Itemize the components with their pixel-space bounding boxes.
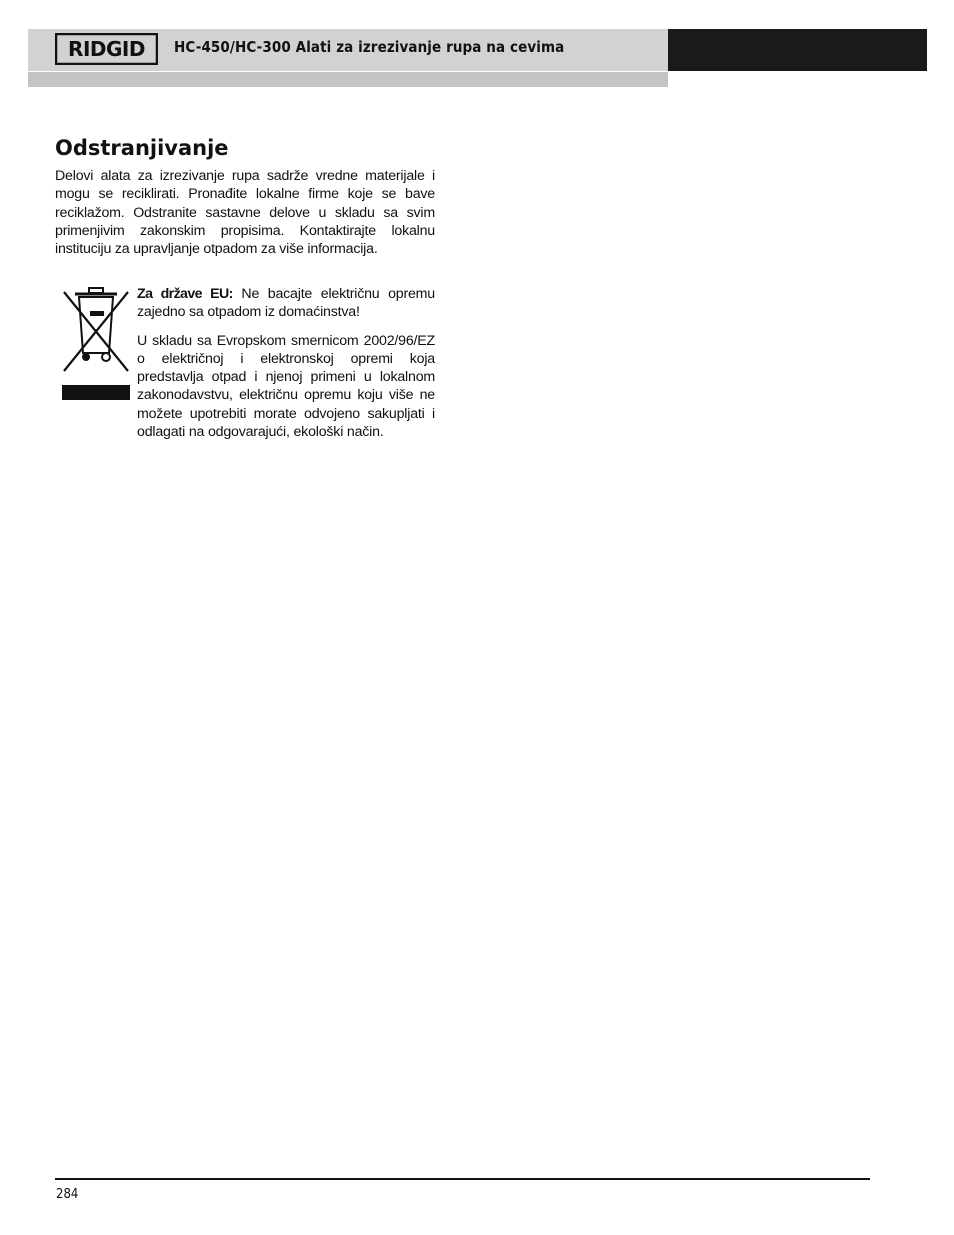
eu-notice-text: Ne bacajte električnu opremu zajedno sa otpadom iz domaćinstva! — [137, 286, 435, 321]
logo-text: RIDGID — [68, 37, 145, 61]
footer-rule — [55, 1178, 870, 1180]
eu-notice — [137, 285, 435, 322]
section-title: Odstranjivanje — [55, 136, 229, 160]
header-underbar — [28, 72, 668, 87]
disposal-paragraph: Delovi alata za izrezivanje rupa sadrže vredne materijale i mogu se reciklirati. Pronađite lokalne firme koje se bave reciklažom. Odstranite sastavne delove u skladu sa svim primenjivim zakonskim propisima. Kontaktirajte lokalnu instituciju za upravljanje otpadom za više informacija. — [55, 168, 435, 258]
directive-paragraph: U skladu sa Evropskom smernicom 2002/96/EZ o električnoj i elektronskoj opremi koja predstavlja otpad i njenoj primeni u lokalnom zakonodavstvu, električnu opremu koju više ne možete upotrebiti morate odvojeno sakupljati i odlagati na odgovarajući, ekološki način. — [137, 332, 435, 441]
ridgid-logo — [55, 33, 158, 65]
header-black-tab — [668, 29, 927, 71]
weee-crossed-bin-icon — [62, 287, 130, 402]
eu-disposal-column — [137, 285, 435, 441]
page-number: 284 — [56, 1187, 79, 1202]
header-title: HC-450/HC-300 Alati za izrezivanje rupa na cevima — [174, 38, 565, 56]
eu-notice-lead: Za države EU: — [137, 286, 233, 302]
